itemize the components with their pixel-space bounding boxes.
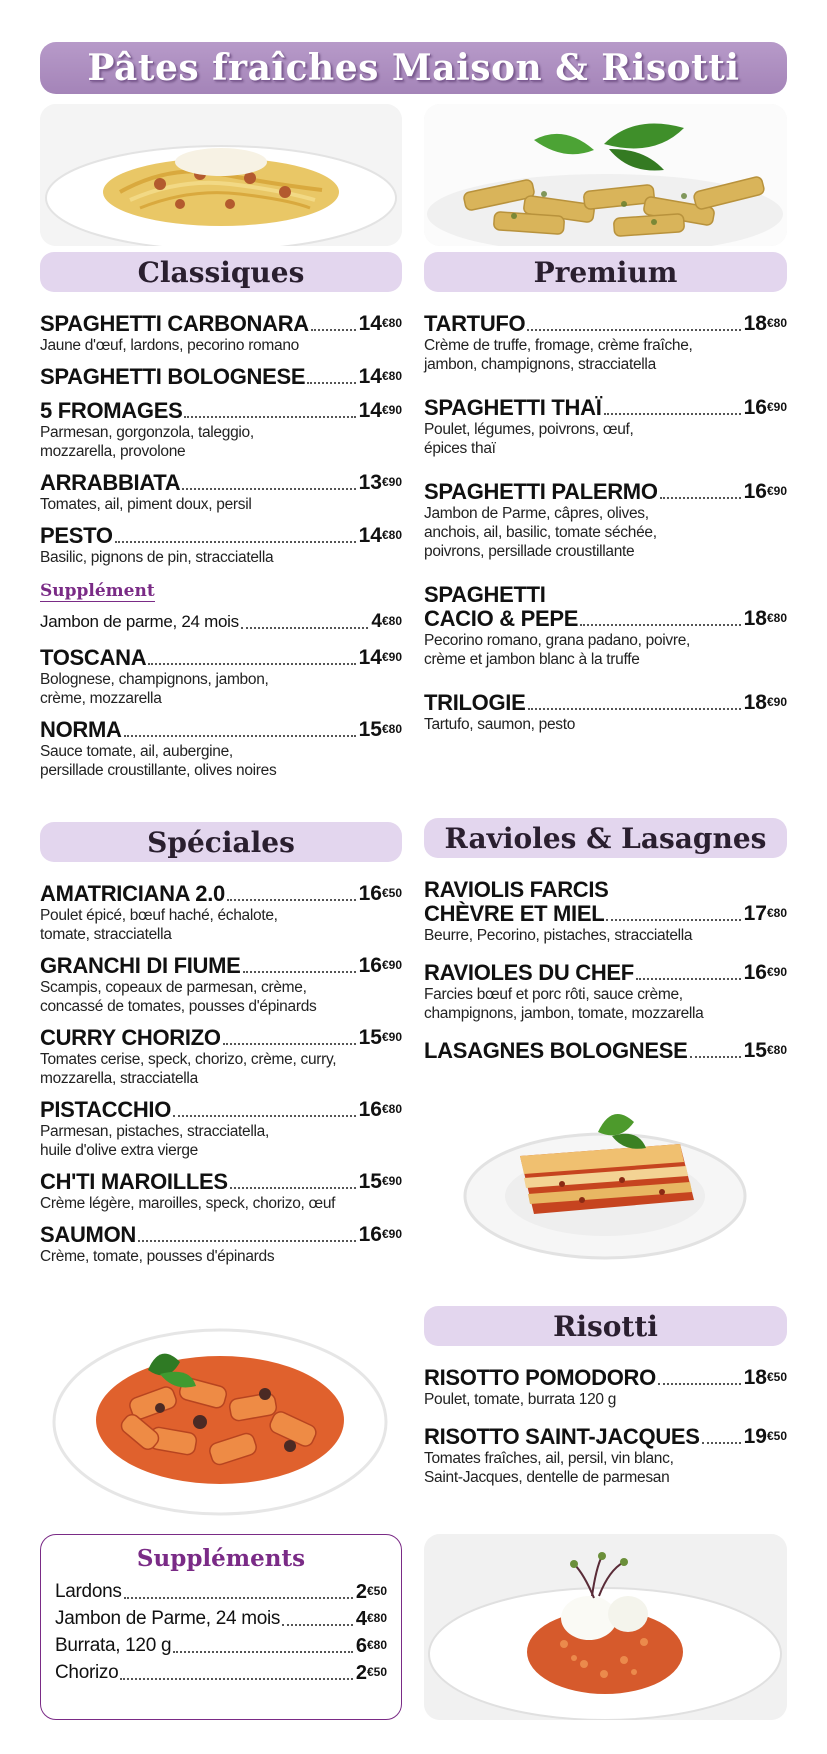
menu-item [424, 1039, 787, 1063]
item-price: $15^{€80}$ [358, 718, 402, 741]
dot-leader [580, 624, 741, 626]
dot-leader [115, 541, 356, 543]
menu-item [424, 396, 787, 458]
menu-item [40, 1170, 402, 1213]
item-description: Crème de truffe, fromage, crème fraîche, jambon, champignons, stracciatella [424, 337, 693, 373]
pesto-penne-photo [424, 104, 787, 246]
carbonara-photo [40, 104, 402, 246]
item-description: Bolognese, champignons, jambon, crème, mozzarella [40, 671, 269, 707]
section-header-speciales [40, 822, 402, 862]
item-description: Parmesan, gorgonzola, taleggio, mozzarella, provolone [40, 424, 254, 460]
menu-item [424, 691, 787, 734]
dot-leader [660, 497, 741, 499]
page-title-banner [40, 42, 787, 94]
supplement-line [55, 1607, 387, 1631]
menu-item [40, 471, 402, 514]
item-name: SAUMON [40, 1222, 136, 1247]
dot-leader [182, 488, 355, 490]
dot-leader [604, 413, 741, 415]
item-name: LASAGNES BOLOGNESE [424, 1038, 688, 1063]
item-description: Tomates fraîches, ail, persil, vin blanc, Saint-Jacques, dentelle de parmesan [424, 1450, 674, 1486]
item-name: SPAGHETTI THAÏ [424, 395, 602, 420]
item-price: $13^{€90}$ [358, 471, 402, 494]
section-header-risotti [424, 1306, 787, 1346]
item-price: $16^{€90}$ [743, 396, 787, 419]
dot-leader [702, 1442, 741, 1444]
item-description: Crème, tomate, pousses d'épinards [40, 1248, 275, 1265]
dot-leader [124, 735, 356, 737]
section-title: Risotti [553, 1309, 658, 1343]
item-description: Tomates cerise, speck, chorizo, crème, curry, mozzarella, stracciatella [40, 1051, 337, 1087]
item-price: $17^{€80}$ [743, 902, 787, 925]
dot-leader [658, 1383, 741, 1385]
item-price: $16^{€50}$ [358, 882, 402, 905]
item-name: SPAGHETTI CARBONARA [40, 311, 309, 336]
item-price: $14^{€80}$ [358, 524, 402, 547]
menu-item [424, 1425, 787, 1487]
item-price: $14^{€80}$ [358, 365, 402, 388]
item-price: $18^{€80}$ [743, 607, 787, 630]
menu-item [40, 399, 402, 461]
supplement-price: $2^{€50}$ [355, 1581, 387, 1603]
dot-leader [173, 1115, 356, 1117]
item-name: CACIO & PEPE [424, 606, 579, 631]
item-description: Basilic, pignons de pin, stracciatella [40, 549, 274, 566]
supplement-line [55, 1580, 387, 1604]
menu-item [40, 1098, 402, 1160]
item-price: $16^{€90}$ [358, 1223, 402, 1246]
item-price: $15^{€80}$ [743, 1039, 787, 1062]
item-name: CHÈVRE ET MIEL [424, 901, 605, 926]
item-description: Parmesan, pistaches, stracciatella, huile d'olive extra vierge [40, 1123, 269, 1159]
item-price: $16^{€90}$ [743, 961, 787, 984]
section-classiques [40, 252, 402, 790]
menu-item [424, 878, 787, 945]
item-price: $15^{€90}$ [358, 1170, 402, 1193]
menu-item [40, 882, 402, 944]
menu-item [424, 480, 787, 561]
item-price: $18^{€90}$ [743, 691, 787, 714]
item-description: Jambon de Parme, câpres, olives, anchois, ail, basilic, tomate séchée, poivrons, persillade croustillante [424, 505, 657, 560]
dot-leader [636, 978, 741, 980]
rigatoni-photo [50, 1322, 390, 1518]
item-description: Crème légère, maroilles, speck, chorizo, œuf [40, 1195, 336, 1212]
item-price: $18^{€80}$ [743, 312, 787, 335]
menu-item [40, 312, 402, 355]
dot-leader [184, 416, 355, 418]
supplement-block [40, 577, 402, 634]
item-name: NORMA [40, 717, 122, 742]
item-name: CH'TI MAROILLES [40, 1169, 228, 1194]
dot-leader [527, 329, 740, 331]
section-title: Spéciales [147, 825, 295, 859]
item-name: SPAGHETTI PALERMO [424, 479, 658, 504]
item-price: $16^{€90}$ [743, 480, 787, 503]
item-description: Tartufo, saumon, pesto [424, 716, 576, 733]
item-name: TRILOGIE [424, 690, 526, 715]
menu-item [40, 1223, 402, 1266]
item-price: $19^{€50}$ [743, 1425, 787, 1448]
item-name: GRANCHI DI FIUME [40, 953, 241, 978]
section-risotti [424, 1306, 787, 1497]
dot-leader [124, 1597, 353, 1599]
supplement-line [55, 1661, 387, 1685]
section-speciales [40, 822, 402, 1276]
menu-item [424, 1366, 787, 1409]
dot-leader [528, 708, 741, 710]
supplement-name: Chorizo [55, 1662, 119, 1683]
supplement-name: Lardons [55, 1581, 122, 1602]
section-title: Classiques [137, 255, 305, 289]
item-price: $14^{€90}$ [358, 399, 402, 422]
menu-item [40, 1026, 402, 1088]
supplement-price: $6^{€80}$ [355, 1635, 387, 1657]
item-name: 5 FROMAGES [40, 398, 183, 423]
item-name: RISOTTO POMODORO [424, 1365, 656, 1390]
dot-leader [227, 899, 356, 901]
supplements-box [40, 1534, 402, 1720]
dot-leader [307, 382, 355, 384]
section-ravioles [424, 818, 787, 1073]
lasagne-photo [462, 1092, 748, 1264]
item-price: $16^{€90}$ [358, 954, 402, 977]
dot-leader [690, 1056, 741, 1058]
item-description: Scampis, copeaux de parmesan, crème, concassé de tomates, pousses d'épinards [40, 979, 317, 1015]
supplements-title: Suppléments [136, 1545, 306, 1572]
section-title: Premium [533, 255, 678, 289]
item-price: $14^{€90}$ [358, 646, 402, 669]
dot-leader [120, 1678, 352, 1680]
dot-leader [243, 971, 356, 973]
item-price: $15^{€90}$ [358, 1026, 402, 1049]
item-name: SPAGHETTI BOLOGNESE [40, 364, 306, 389]
item-name: TARTUFO [424, 311, 526, 336]
dot-leader [223, 1043, 356, 1045]
menu-item [40, 718, 402, 780]
dot-leader [282, 1624, 353, 1626]
menu-item [40, 524, 402, 567]
menu-item [40, 954, 402, 1016]
section-header-classiques [40, 252, 402, 292]
dot-leader [606, 919, 740, 921]
item-description: Jaune d'œuf, lardons, pecorino romano [40, 337, 299, 354]
dot-leader [241, 627, 369, 629]
item-price: $14^{€80}$ [358, 312, 402, 335]
item-name: AMATRICIANA 2.0 [40, 881, 225, 906]
dot-leader [138, 1240, 356, 1242]
item-name: PESTO [40, 523, 113, 548]
supplement-title: Supplément [40, 581, 155, 601]
item-name: ARRABBIATA [40, 470, 181, 495]
menu-item [424, 583, 787, 669]
item-description: Poulet épicé, bœuf haché, échalote, tomate, stracciatella [40, 907, 278, 943]
section-header-premium [424, 252, 787, 292]
supplement-line [55, 1634, 387, 1658]
item-description: Farcies bœuf et porc rôti, sauce crème, champignons, jambon, tomate, mozzarella [424, 986, 704, 1022]
menu-item [40, 365, 402, 389]
supplement-name: Burrata, 120 g [55, 1635, 172, 1656]
supplement-name: Jambon de parme, 24 mois [40, 612, 239, 631]
section-title: Ravioles & Lasagnes [444, 821, 767, 855]
item-name: TOSCANA [40, 645, 147, 670]
dot-leader [230, 1187, 356, 1189]
item-description: Pecorino romano, grana padano, poivre, crème et jambon blanc à la truffe [424, 632, 691, 668]
item-description: Sauce tomate, ail, aubergine, persillade croustillante, olives noires [40, 743, 277, 779]
item-description: Beurre, Pecorino, pistaches, stracciatella [424, 927, 693, 944]
dot-leader [148, 663, 355, 665]
item-name: RAVIOLES DU CHEF [424, 960, 634, 985]
item-description: Tomates, ail, piment doux, persil [40, 496, 252, 513]
section-premium [424, 252, 787, 744]
risotto-photo [424, 1534, 787, 1720]
supplement-price: $2^{€50}$ [355, 1662, 387, 1684]
menu-item [424, 961, 787, 1023]
menu-item [424, 312, 787, 374]
item-name-line1: RAVIOLIS FARCIS [424, 877, 609, 902]
item-name-line1: SPAGHETTI [424, 582, 546, 607]
supplement-price: $4^{€80}$ [355, 1608, 387, 1630]
item-price: $16^{€80}$ [358, 1098, 402, 1121]
item-name: RISOTTO SAINT-JACQUES [424, 1424, 700, 1449]
section-header-ravioles [424, 818, 787, 858]
menu-item [40, 646, 402, 708]
item-name: CURRY CHORIZO [40, 1025, 221, 1050]
page-title: Pâtes fraîches Maison & Risotti [87, 47, 740, 89]
item-description: Poulet, tomate, burrata 120 g [424, 1391, 617, 1408]
dot-leader [311, 329, 356, 331]
dot-leader [173, 1651, 353, 1653]
item-name: PISTACCHIO [40, 1097, 172, 1122]
supplement-name: Jambon de Parme, 24 mois [55, 1608, 281, 1629]
item-price: $18^{€50}$ [743, 1366, 787, 1389]
supplement-price: $4^{€80}$ [371, 611, 402, 632]
item-description: Poulet, légumes, poivrons, œuf, épices thaï [424, 421, 634, 457]
